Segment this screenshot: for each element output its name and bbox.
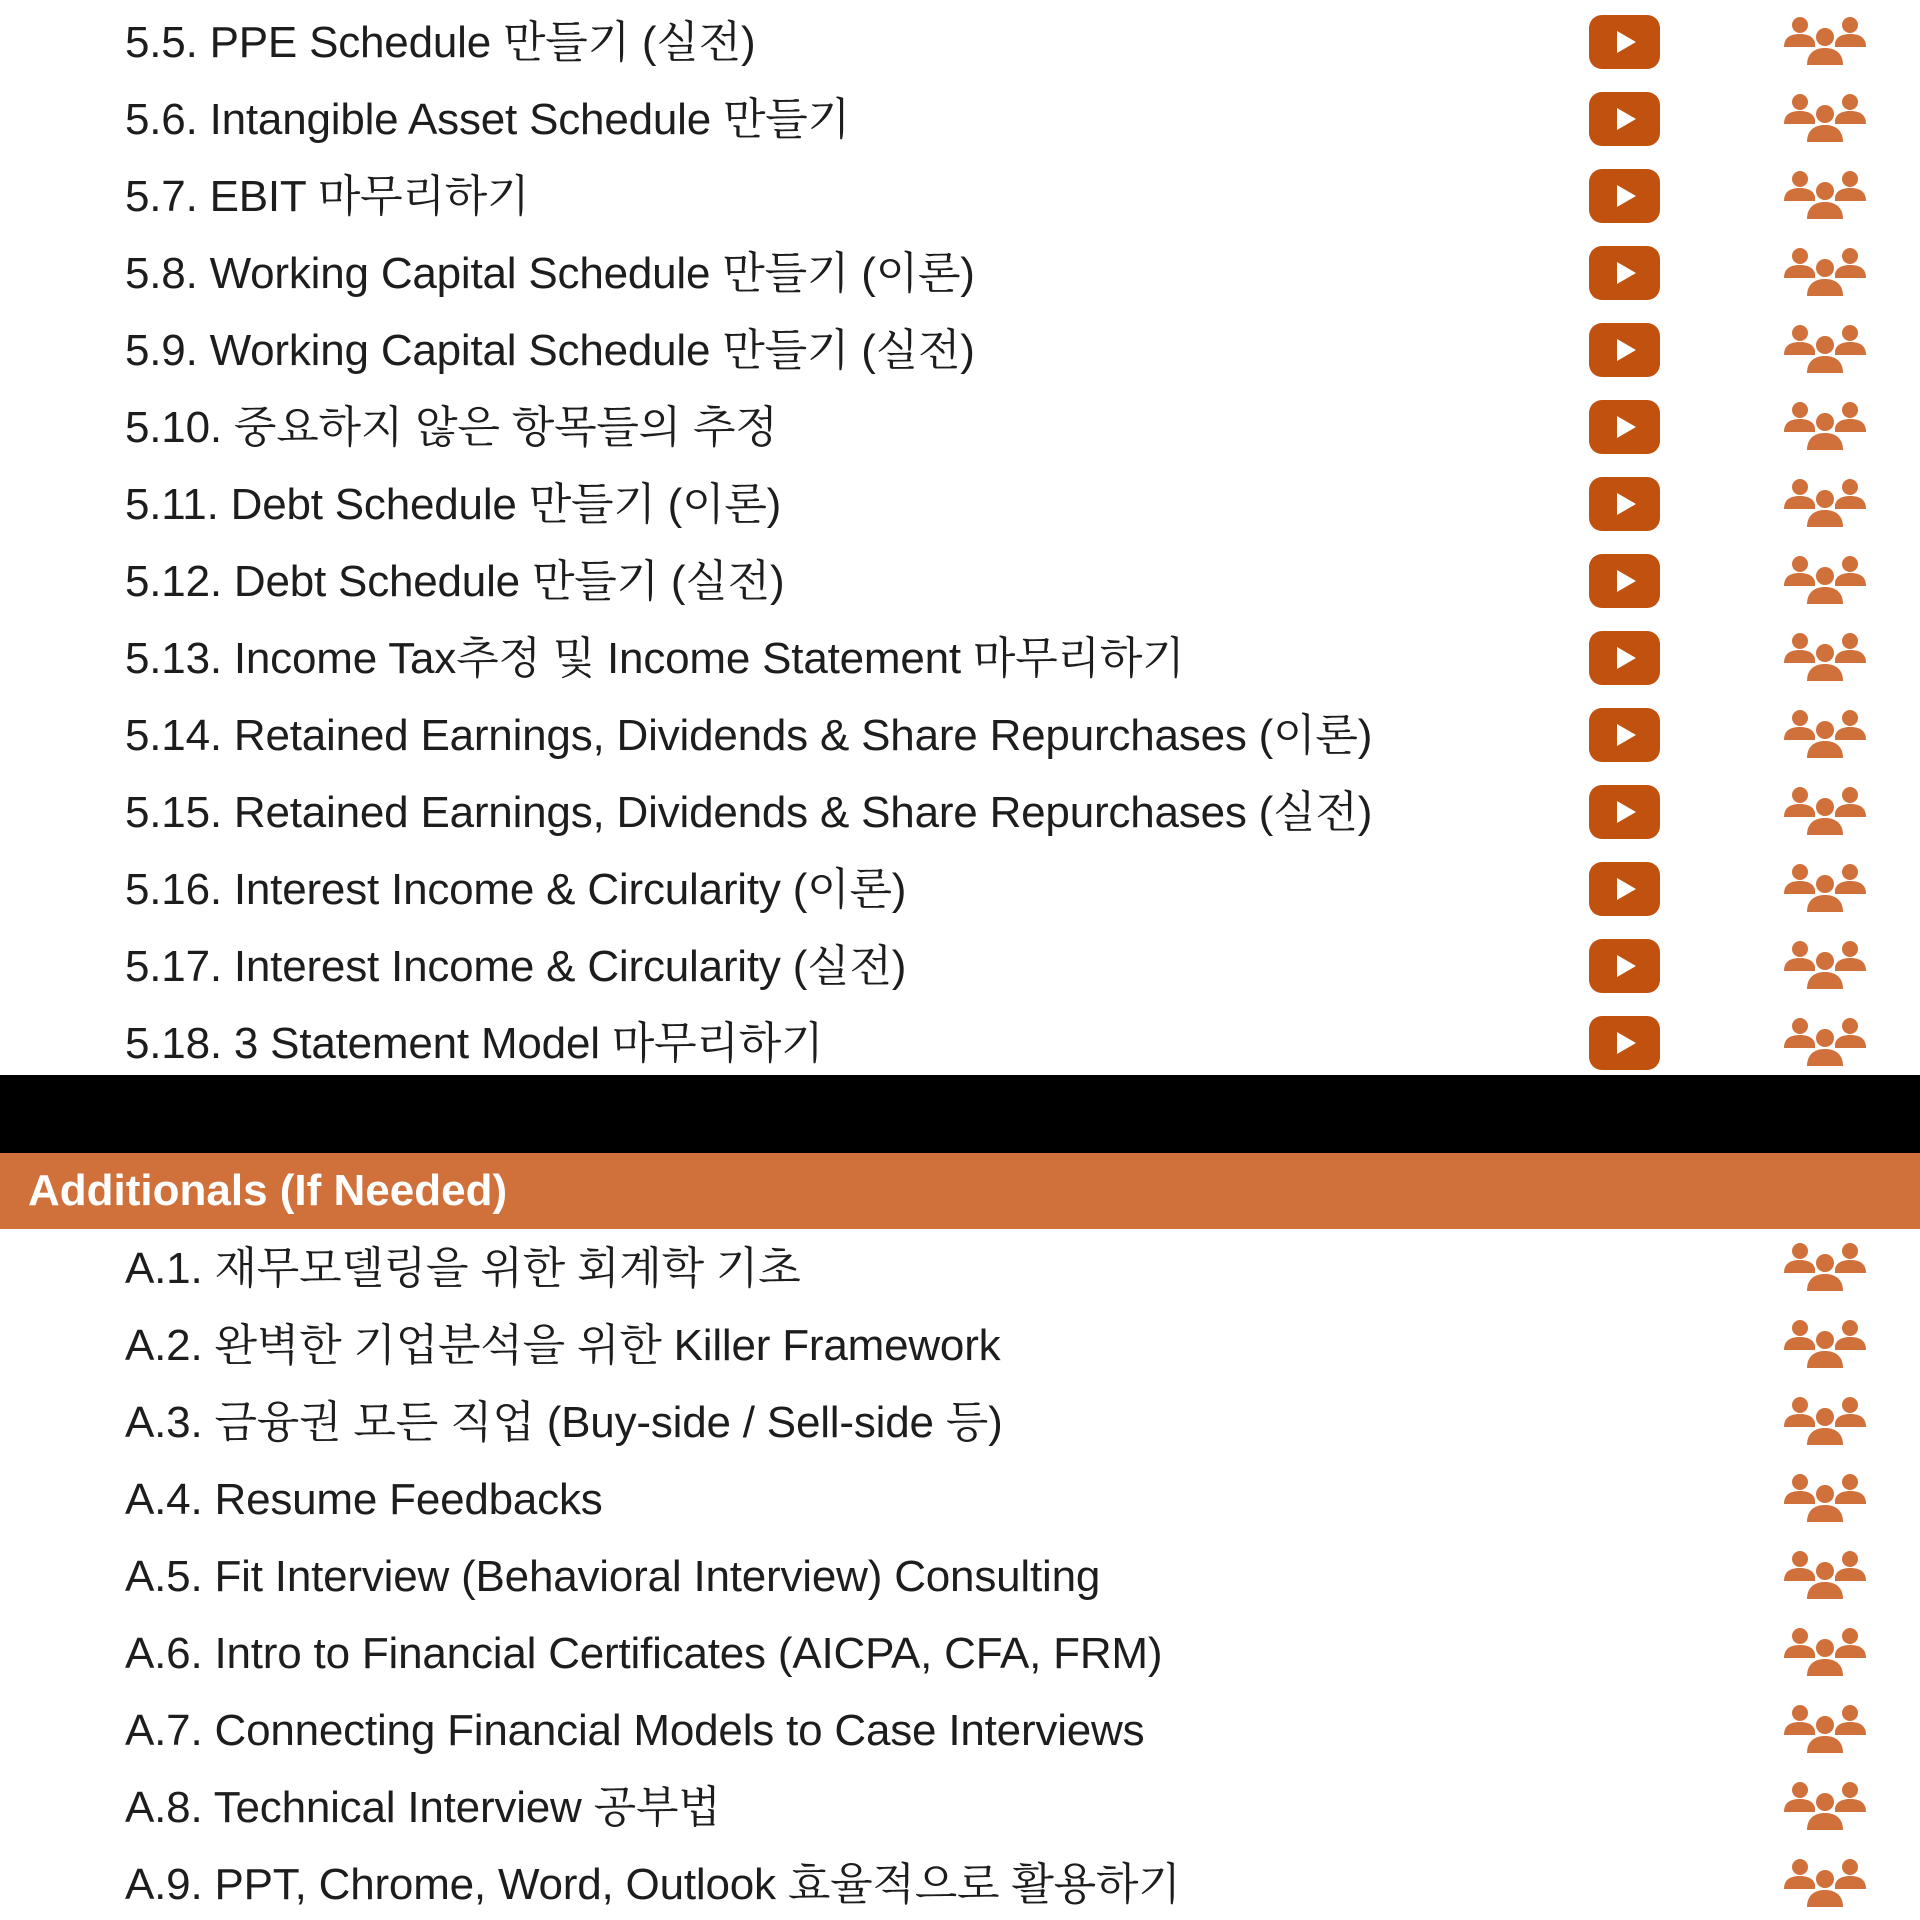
lecture-title: 5.18. 3 Statement Model 마무리하기	[125, 1019, 824, 1068]
group-session-icon	[1782, 1701, 1868, 1757]
video-play-icon[interactable]	[1589, 92, 1660, 146]
list-item	[0, 697, 1920, 774]
section-divider	[0, 1075, 1920, 1153]
video-play-icon[interactable]	[1589, 400, 1660, 454]
list-item	[0, 1769, 1920, 1846]
group-session-icon	[1782, 629, 1868, 685]
list-item	[0, 1692, 1920, 1769]
list-item	[0, 1005, 1920, 1082]
video-play-icon[interactable]	[1589, 477, 1660, 531]
lecture-title: 5.17. Interest Income & Circularity (실전)	[125, 942, 907, 991]
lecture-title: 5.10. 중요하지 않은 항목들의 추정	[125, 403, 778, 452]
group-session-icon	[1782, 90, 1868, 146]
list-item	[0, 620, 1920, 697]
lecture-title: 5.15. Retained Earnings, Dividends & Share Repurchases (실전)	[125, 788, 1373, 837]
lecture-title: A.9. PPT, Chrome, Word, Outlook 효율적으로 활용하기	[125, 1860, 1181, 1909]
list-item	[0, 1461, 1920, 1538]
lecture-title: A.1. 재무모델링을 위한 회계학 기초	[125, 1244, 801, 1293]
lecture-title: 5.14. Retained Earnings, Dividends & Share Repurchases (이론)	[125, 711, 1373, 760]
group-session-icon	[1782, 1316, 1868, 1372]
list-item	[0, 1384, 1920, 1461]
lecture-title: 5.5. PPE Schedule 만들기 (실전)	[125, 18, 756, 67]
group-session-icon	[1782, 706, 1868, 762]
lecture-title: 5.6. Intangible Asset Schedule 만들기	[125, 95, 850, 144]
video-play-icon[interactable]	[1589, 631, 1660, 685]
video-play-icon[interactable]	[1589, 708, 1660, 762]
group-session-icon	[1782, 552, 1868, 608]
additionals-section-header	[0, 1153, 1920, 1229]
group-session-icon	[1782, 1624, 1868, 1680]
group-session-icon	[1782, 475, 1868, 531]
group-session-icon	[1782, 860, 1868, 916]
lecture-title: A.4. Resume Feedbacks	[125, 1475, 603, 1524]
video-play-icon[interactable]	[1589, 554, 1660, 608]
lecture-title: A.6. Intro to Financial Certificates (AICPA, CFA, FRM)	[125, 1629, 1163, 1678]
group-session-icon	[1782, 1470, 1868, 1526]
list-item	[0, 1230, 1920, 1307]
list-item	[0, 1538, 1920, 1615]
list-item	[0, 158, 1920, 235]
lecture-title: A.7. Connecting Financial Models to Case Interviews	[125, 1706, 1145, 1755]
lecture-title: 5.11. Debt Schedule 만들기 (이론)	[125, 480, 782, 529]
list-item	[0, 466, 1920, 543]
lecture-title: 5.13. Income Tax추정 및 Income Statement 마무리하기	[125, 634, 1185, 683]
list-item	[0, 1846, 1920, 1920]
group-session-icon	[1782, 1778, 1868, 1834]
group-session-icon	[1782, 244, 1868, 300]
lecture-title: 5.9. Working Capital Schedule 만들기 (실전)	[125, 326, 975, 375]
video-play-icon[interactable]	[1589, 15, 1660, 69]
list-item	[0, 235, 1920, 312]
list-item	[0, 81, 1920, 158]
lecture-title: 5.7. EBIT 마무리하기	[125, 172, 530, 221]
group-session-icon	[1782, 1393, 1868, 1449]
group-session-icon	[1782, 1014, 1868, 1070]
group-session-icon	[1782, 13, 1868, 69]
lecture-title: 5.16. Interest Income & Circularity (이론)	[125, 865, 907, 914]
lecture-title: 5.12. Debt Schedule 만들기 (실전)	[125, 557, 785, 606]
video-play-icon[interactable]	[1589, 323, 1660, 377]
lecture-title: A.8. Technical Interview 공부법	[125, 1783, 721, 1832]
video-play-icon[interactable]	[1589, 169, 1660, 223]
video-play-icon[interactable]	[1589, 785, 1660, 839]
group-session-icon	[1782, 1239, 1868, 1295]
group-session-icon	[1782, 783, 1868, 839]
list-item	[0, 928, 1920, 1005]
list-item	[0, 312, 1920, 389]
video-play-icon[interactable]	[1589, 1016, 1660, 1070]
list-item	[0, 851, 1920, 928]
video-play-icon[interactable]	[1589, 939, 1660, 993]
lecture-title: A.3. 금융권 모든 직업 (Buy-side / Sell-side 등)	[125, 1398, 1003, 1447]
list-item	[0, 389, 1920, 466]
lecture-title: A.5. Fit Interview (Behavioral Interview) Consulting	[125, 1552, 1101, 1601]
additionals-section-title: Additionals (If Needed)	[28, 1166, 508, 1215]
list-item	[0, 4, 1920, 81]
group-session-icon	[1782, 398, 1868, 454]
list-item	[0, 774, 1920, 851]
list-item	[0, 1307, 1920, 1384]
group-session-icon	[1782, 937, 1868, 993]
group-session-icon	[1782, 1547, 1868, 1603]
lecture-title: A.2. 완벽한 기업분석을 위한 Killer Framework	[125, 1321, 1001, 1370]
group-session-icon	[1782, 167, 1868, 223]
group-session-icon	[1782, 1855, 1868, 1911]
lecture-title: 5.8. Working Capital Schedule 만들기 (이론)	[125, 249, 975, 298]
list-item	[0, 543, 1920, 620]
group-session-icon	[1782, 321, 1868, 377]
list-item	[0, 1615, 1920, 1692]
video-play-icon[interactable]	[1589, 862, 1660, 916]
video-play-icon[interactable]	[1589, 246, 1660, 300]
